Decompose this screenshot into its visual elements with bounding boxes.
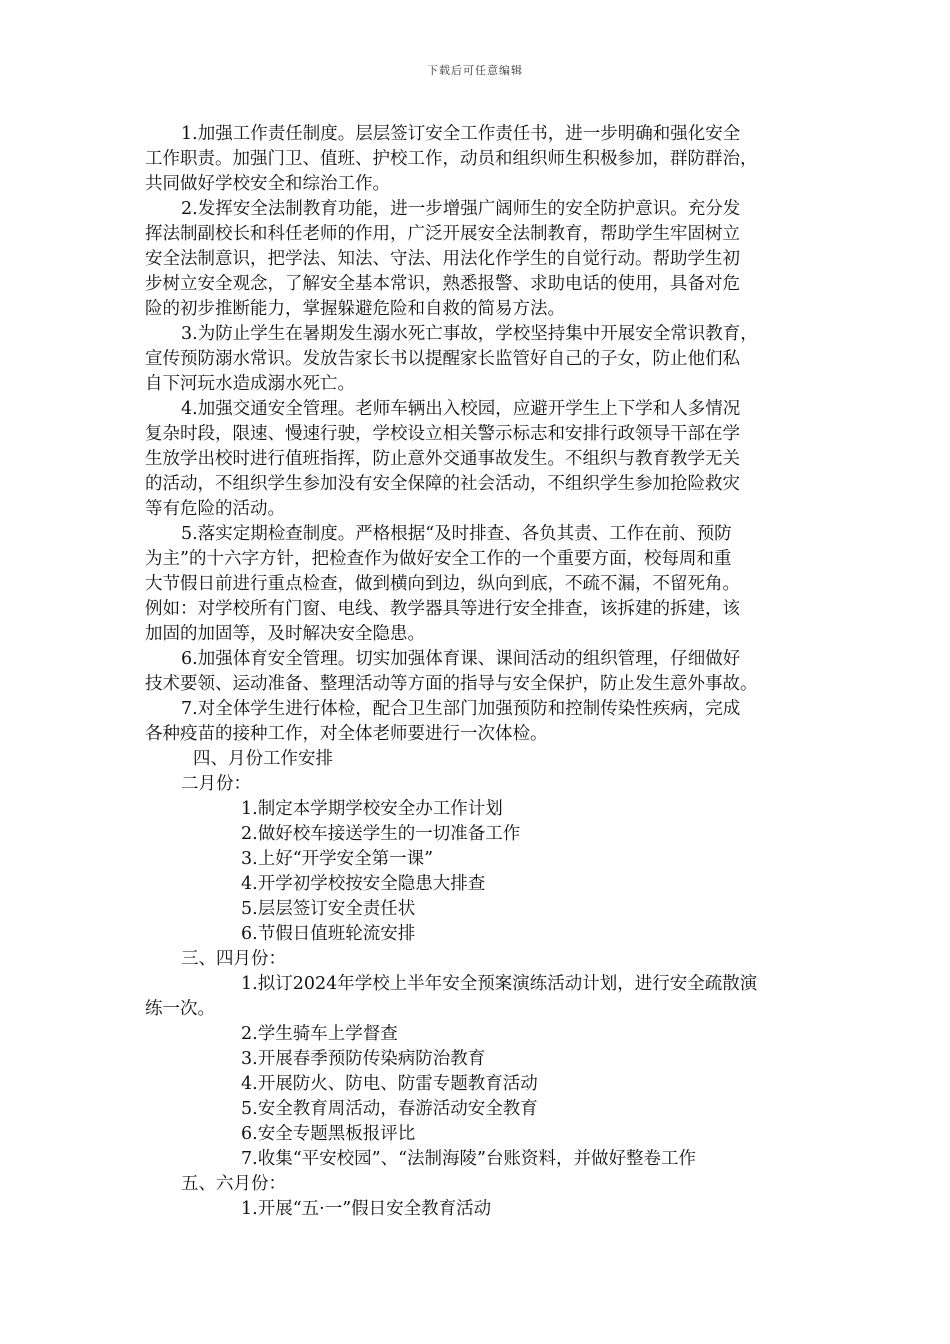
list-item: 5.安全教育周活动，春游活动安全教育 bbox=[241, 1099, 538, 1119]
list-item: 3.开展春季预防传染病防治教育 bbox=[241, 1049, 486, 1069]
text-line: 2.发挥安全法制教育功能，进一步增强广阔师生的安全防护意识。充分发 bbox=[181, 199, 741, 219]
list-item: 1.开展“五·一”假日安全教育活动 bbox=[241, 1199, 492, 1219]
list-item: 5.层层签订安全责任状 bbox=[241, 899, 416, 919]
text-line: 练一次。 bbox=[145, 999, 215, 1019]
text-line: 6.加强体育安全管理。切实加强体育课、课间活动的组织管理，仔细做好 bbox=[181, 649, 741, 669]
section-heading: 四、月份工作安排 bbox=[193, 749, 333, 769]
text-line: 3.为防止学生在暑期发生溺水死亡事故，学校坚持集中开展安全常识教育， bbox=[181, 324, 758, 344]
list-item: 4.开展防火、防电、防雷专题教育活动 bbox=[241, 1074, 538, 1094]
month-heading: 三、四月份： bbox=[181, 949, 286, 969]
text-line: 大节假日前进行重点检查，做到横向到边，纵向到底，不疏不漏，不留死角。 bbox=[145, 574, 740, 594]
text-line: 生放学出校时进行值班指挥，防止意外交通事故发生。不组织与教育教学无关 bbox=[145, 449, 740, 469]
text-line: 宣传预防溺水常识。发放告家长书以提醒家长监管好自己的子女，防止他们私 bbox=[145, 349, 740, 369]
text-line: 自下河玩水造成溺水死亡。 bbox=[145, 374, 355, 394]
list-item: 3.上好“开学安全第一课” bbox=[241, 849, 434, 869]
text-line: 1.加强工作责任制度。层层签订安全工作责任书，进一步明确和强化安全 bbox=[181, 124, 741, 144]
text-line: 复杂时段，限速、慢速行驶，学校设立相关警示标志和安排行政领导干部在学 bbox=[145, 424, 740, 444]
list-item: 1.制定本学期学校安全办工作计划 bbox=[241, 799, 503, 819]
text-line: 例如：对学校所有门窗、电线、教学器具等进行安全排查，该拆建的拆建，该 bbox=[145, 599, 740, 619]
text-line: 挥法制副校长和科任老师的作用，广泛开展安全法制教育，帮助学生牢固树立 bbox=[145, 224, 740, 244]
text-line: 技术要领、运动准备、整理活动等方面的指导与安全保护，防止发生意外事故。 bbox=[145, 674, 758, 694]
list-item: 2.学生骑车上学督查 bbox=[241, 1024, 398, 1044]
text-line: 共同做好学校安全和综治工作。 bbox=[145, 174, 390, 194]
text-line: 4.加强交通安全管理。老师车辆出入校园，应避开学生上下学和人多情况 bbox=[181, 399, 741, 419]
month-heading: 五、六月份： bbox=[181, 1174, 286, 1194]
text-line: 工作职责。加强门卫、值班、护校工作，动员和组织师生积极参加，群防群治， bbox=[145, 149, 758, 169]
document-body bbox=[145, 122, 810, 1222]
list-item: 6.节假日值班轮流安排 bbox=[241, 924, 416, 944]
text-line: 加固的加固等，及时解决安全隐患。 bbox=[145, 624, 425, 644]
text-line: 步树立安全观念，了解安全基本常识，熟悉报警、求助电话的使用，具备对危 bbox=[145, 274, 740, 294]
list-item: 2.做好校车接送学生的一切准备工作 bbox=[241, 824, 521, 844]
text-line: 等有危险的活动。 bbox=[145, 499, 285, 519]
list-item: 4.开学初学校按安全隐患大排查 bbox=[241, 874, 486, 894]
list-item: 1.拟订2024年学校上半年安全预案演练活动计划，进行安全疏散演 bbox=[241, 974, 758, 994]
text-line: 安全法制意识，把学法、知法、守法、用法化作学生的自觉行动。帮助学生初 bbox=[145, 249, 740, 269]
month-heading: 二月份： bbox=[181, 774, 251, 794]
list-item: 6.安全专题黑板报评比 bbox=[241, 1124, 416, 1144]
text-line: 险的初步推断能力，掌握躲避危险和自救的简易方法。 bbox=[145, 299, 565, 319]
page-header: 下载后可任意编辑 bbox=[427, 64, 523, 77]
text-line: 7.对全体学生进行体检，配合卫生部门加强预防和控制传染性疾病，完成 bbox=[181, 699, 741, 719]
text-line: 5.落实定期检查制度。严格根据“及时排查、各负其责、工作在前、预防 bbox=[181, 524, 732, 544]
text-line: 的活动，不组织学生参加没有安全保障的社会活动，不组织学生参加抢险救灾 bbox=[145, 474, 740, 494]
text-line: 为主”的十六字方针，把检查作为做好安全工作的一个重要方面，校每周和重 bbox=[145, 549, 732, 569]
list-item: 7.收集“平安校园”、“法制海陵”台账资料，并做好整卷工作 bbox=[241, 1149, 696, 1169]
text-line: 各种疫苗的接种工作，对全体老师要进行一次体检。 bbox=[145, 724, 548, 744]
